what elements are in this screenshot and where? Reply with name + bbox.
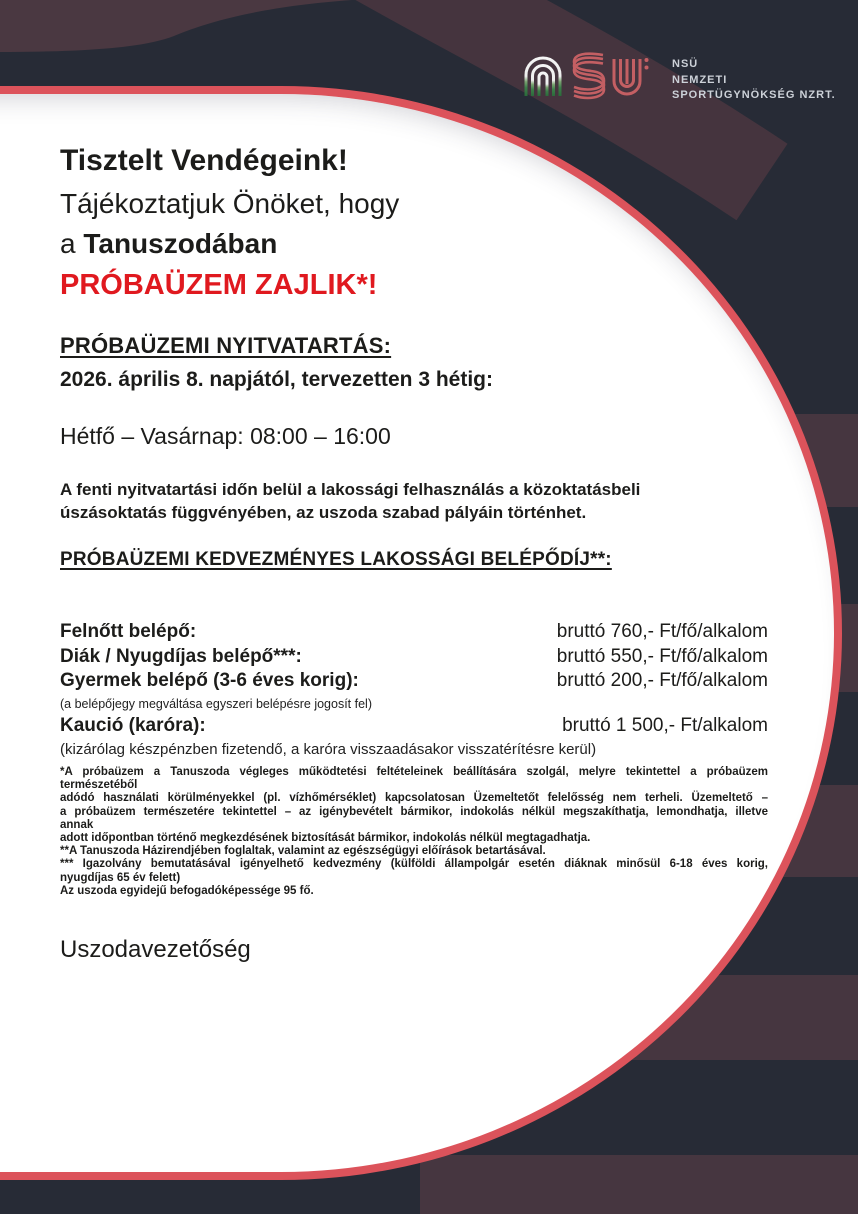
price-row-child: [60, 669, 768, 694]
price-row-deposit: [60, 714, 768, 739]
fineprint-line: nyugdíjas 65 év felett): [60, 871, 181, 884]
availability-note-line2: úszásoktatás függvényében, az uszoda szabad pályáin történhet.: [60, 503, 587, 522]
facility-name: Tanuszodában: [83, 228, 278, 259]
fineprint-line: *A próbaüzem a Tanuszoda végleges működtetési feltételeinek beállítására szolgál, melyre tekintettel a próbaüzem: [60, 766, 768, 778]
availability-note-line1: A fenti nyitvatartási időn belül a lakossági felhasználás a közoktatásbeli: [60, 480, 641, 499]
opening-dates: 2026. április 8. napjától, tervezetten 3 hétig:: [60, 368, 493, 391]
price-label: Gyermek belépő (3-6 éves korig):: [60, 670, 359, 691]
price-row-adult: [60, 620, 768, 645]
pricing-heading: PRÓBAÜZEMI KEDVEZMÉNYES LAKOSSÁGI BELÉPŐDÍJ**:: [60, 549, 612, 570]
availability-note: [60, 478, 768, 524]
fineprint-section: [60, 766, 768, 898]
price-label: Kaució (karóra):: [60, 714, 206, 736]
fineprint-line: a próbaüzem természetére tekintettel – az igénybevételt bármikor, indokolás nélkül megszakíthatja, lemondhatja, illetve: [60, 805, 768, 818]
opening-hours-heading: PRÓBAÜZEMI NYITVATARTÁS:: [60, 333, 392, 358]
signature: Uszodavezetőség: [60, 936, 251, 963]
opening-hours-value: Hétfő – Vasárnap: 08:00 – 16:00: [60, 423, 391, 449]
price-value: bruttó 1 500,- Ft/alkalom: [562, 714, 768, 736]
greeting-heading: Tisztelt Vendégeink!: [60, 144, 348, 177]
child-ticket-note: (a belépőjegy megváltása egyszeri belépésre jogosít fel): [60, 696, 372, 711]
facility-line-prefix: a: [60, 228, 84, 259]
fineprint-line: **A Tanuszoda Házirendjében foglaltak, valamint az egészségügyi előírások betartásával.: [60, 845, 546, 858]
fineprint-line: annak: [60, 818, 94, 831]
price-value: bruttó 760,- Ft/fő/alkalom: [556, 621, 768, 642]
title-block: [60, 138, 768, 306]
fineprint-line: adódó használati körülményekkel (pl. vízhőmérséklet) kapcsolatosan Üzemeltetőt felelősség nem terheli. Üzemeltető –: [60, 792, 768, 805]
price-label: Diák / Nyugdíjas belépő***:: [60, 645, 302, 667]
fineprint-line: adott időpontban történő megkezdésének biztosítását bármikor, indokolás nélkül megtagadhatja.: [60, 832, 591, 845]
facility-line: [60, 224, 768, 264]
price-label: Felnőtt belépő:: [60, 621, 197, 642]
fineprint-line: természetéből: [60, 779, 138, 792]
price-value: bruttó 200,- Ft/fő/alkalom: [556, 670, 768, 691]
fineprint-line: *** Igazolvány bemutatásával igényelhető kedvezmény (külföldi állampolgár esetén diáknak minősül 6-18 éves korig,: [60, 858, 768, 871]
poster-content: [60, 0, 768, 1214]
price-row-student-pensioner: [60, 645, 768, 670]
price-value: bruttó 550,- Ft/fő/alkalom: [556, 645, 768, 667]
logo-org-short: NSÜ: [672, 58, 699, 70]
logo-org-line2: SPORTÜGYNÖKSÉG NZRT.: [672, 89, 836, 101]
pricing-table: [60, 620, 768, 761]
opening-hours-section: [60, 333, 768, 450]
intro-line: Tájékoztatjuk Önöket, hogy: [60, 188, 400, 219]
trial-alert-heading: PRÓBAÜZEM ZAJLIK*!: [60, 269, 378, 301]
deposit-note: (kizárólag készpénzben fizetendő, a karóra visszaadásakor visszatérítésre kerül): [60, 741, 597, 758]
logo-org-line1: NEMZETI: [672, 73, 728, 86]
fineprint-line: Az uszoda egyidejű befogadóképessége 95 fő.: [60, 884, 314, 897]
